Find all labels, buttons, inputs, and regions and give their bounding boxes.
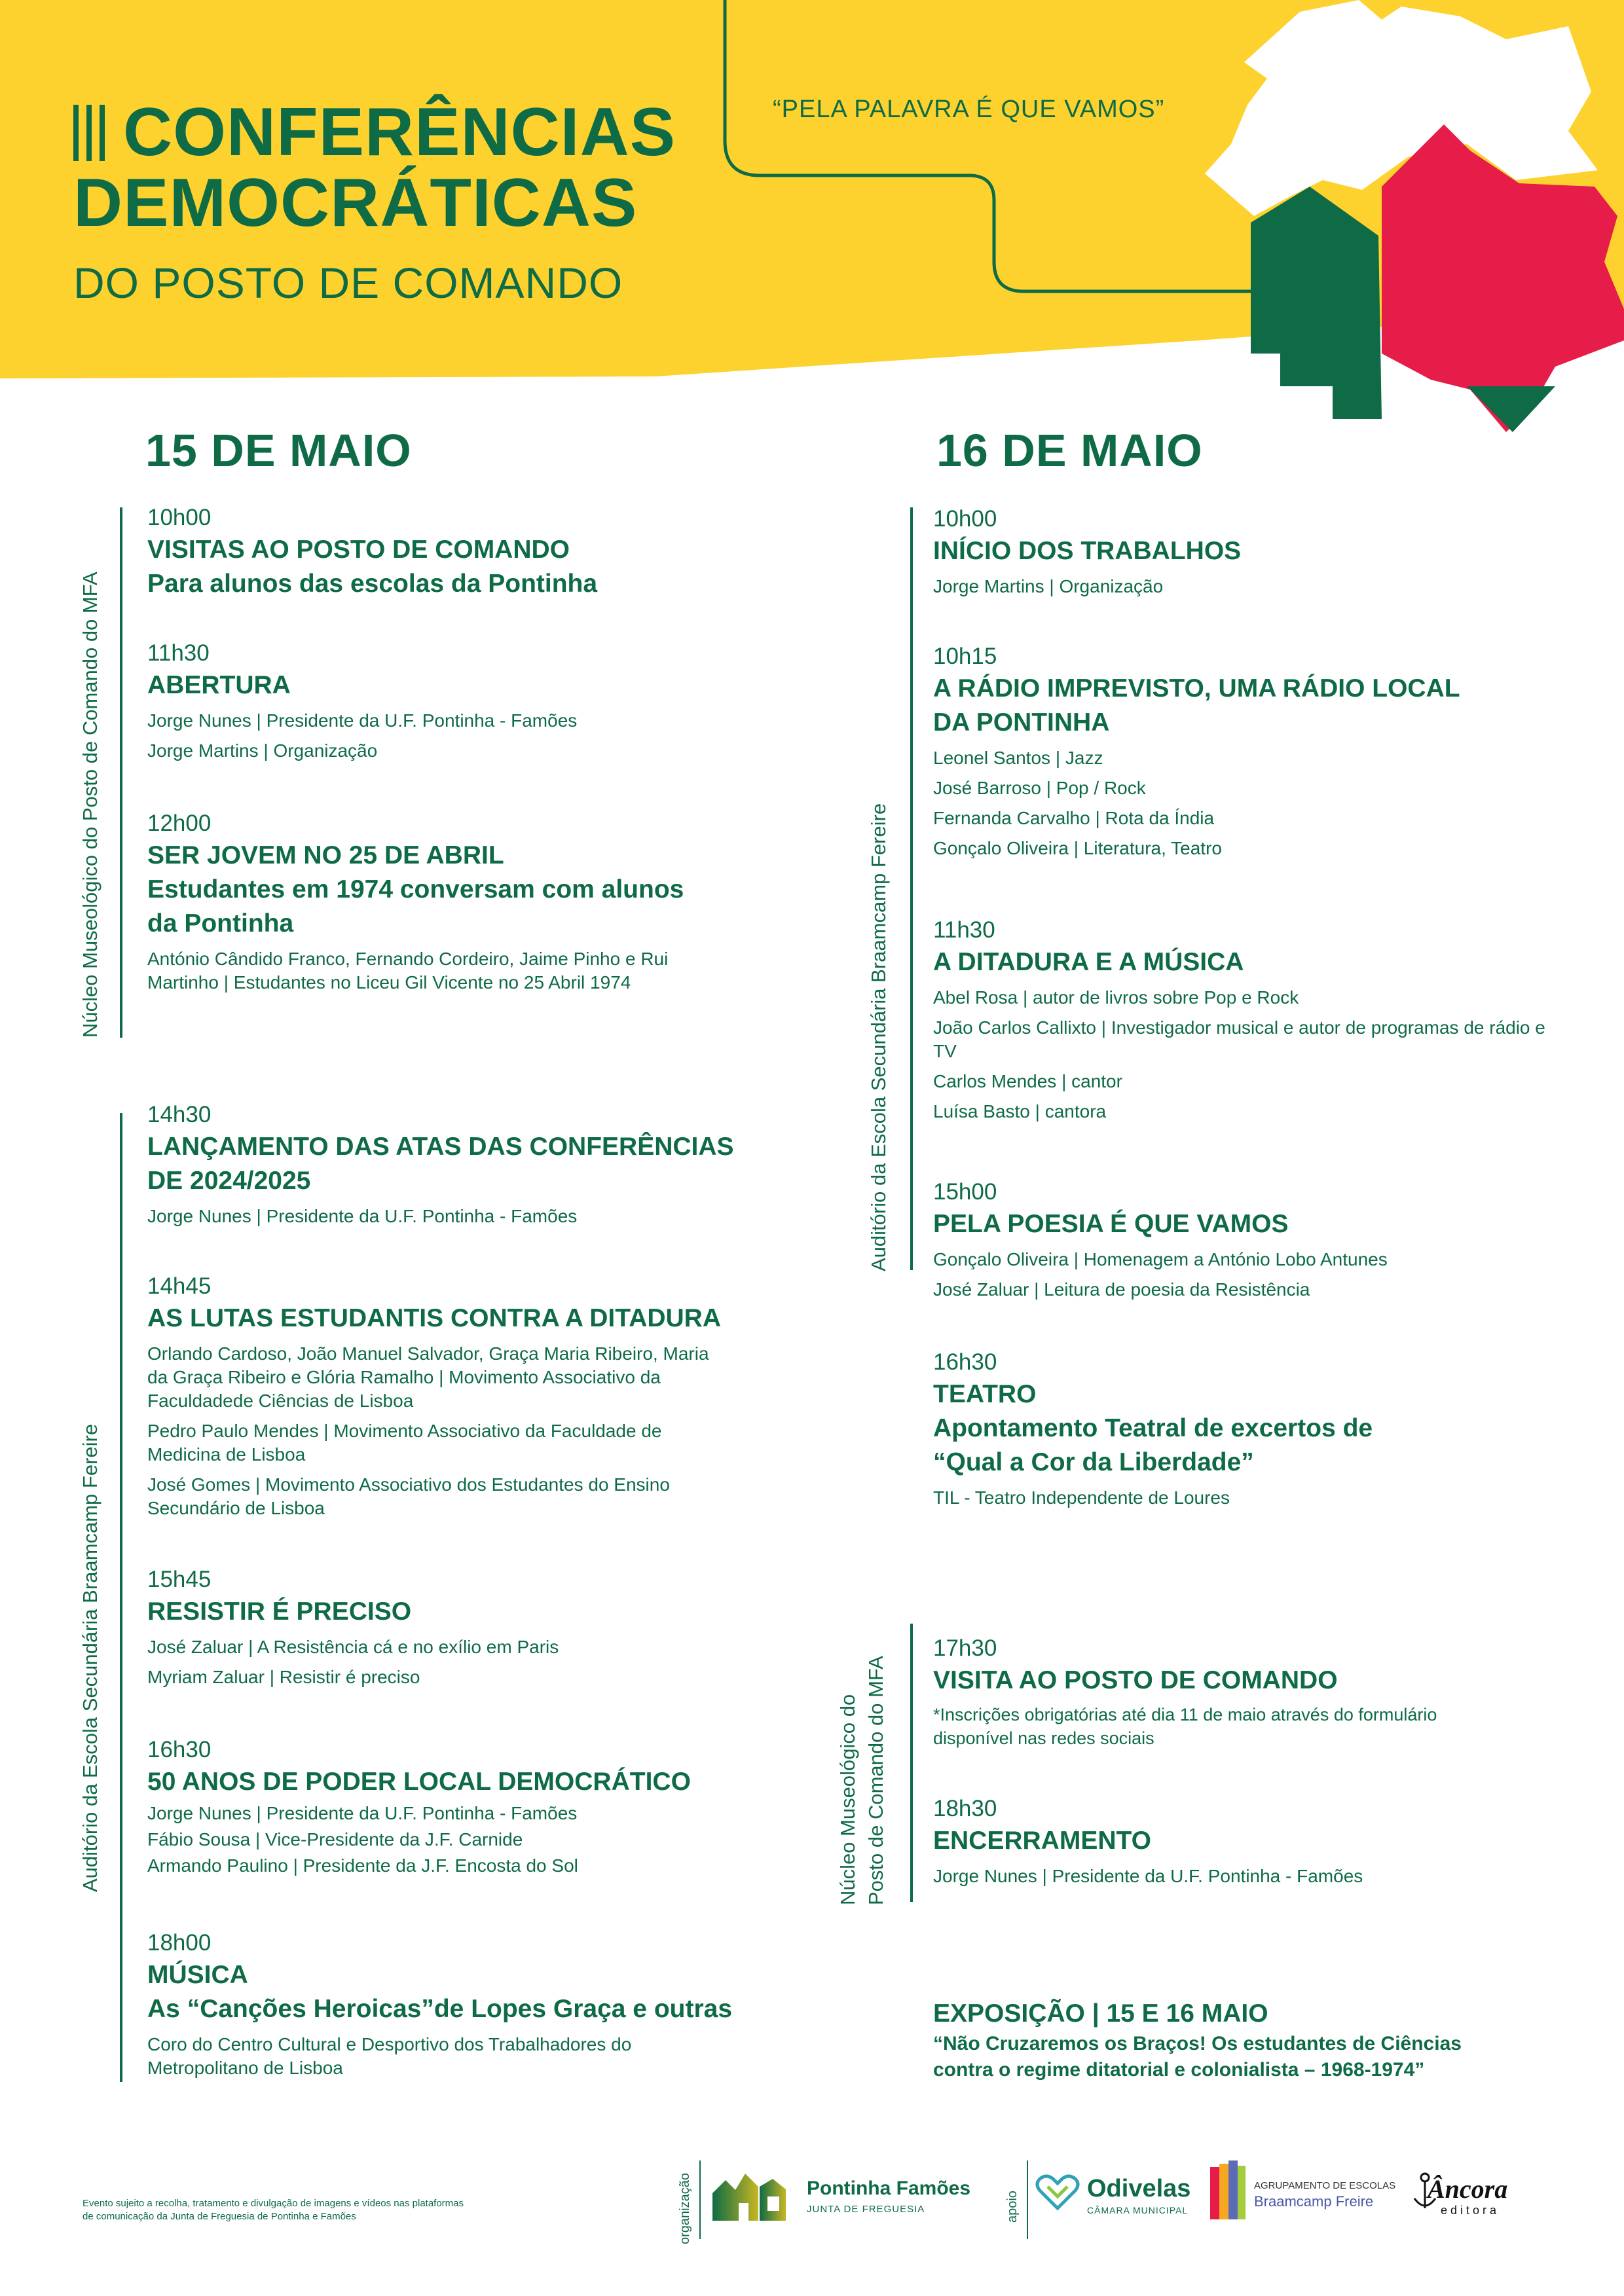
speaker: Luísa Basto | cantora — [933, 1101, 1107, 1121]
session-d2-1830 — [933, 1794, 1624, 1888]
speaker: José Barroso | Pop / Rock — [933, 778, 1146, 798]
ancora-logo-name: Âncora — [1428, 2174, 1508, 2204]
session-title: A DITADURA E A MÚSICA — [933, 948, 1244, 976]
session-subtitle: As “Canções Heroicas”de Lopes Graça e outras — [147, 1995, 733, 2023]
session-time: 14h45 — [147, 1273, 212, 1299]
title-line-2: DEMOCRÁTICAS — [73, 165, 638, 241]
session-title: VISITAS AO POSTO DE COMANDO — [147, 536, 570, 564]
day1-venue-afternoon: Auditório da Escola Secundária Braamcamp Fereire — [79, 1423, 101, 1892]
session-subtitle: Estudantes em 1974 conversam com alunos — [147, 875, 684, 903]
pontinha-logo-sub: JUNTA DE FREGUESIA — [807, 2204, 925, 2215]
speaker: Gonçalo Oliveira | Literatura, Teatro — [933, 838, 1222, 858]
speaker: Jorge Martins | Organização — [933, 576, 1164, 596]
session-title: RESISTIR É PRECISO — [147, 1597, 412, 1626]
speaker: Carlos Mendes | cantor — [933, 1071, 1122, 1091]
speaker: Jorge Nunes | Presidente da U.F. Pontinha - Famões — [147, 1803, 578, 1823]
day2-venue-line-end — [910, 1624, 913, 1902]
agrupamento-line-2: Braamcamp Freire — [1254, 2193, 1374, 2210]
session-d1-1000 — [147, 503, 841, 601]
ancora-logo-sub: editora — [1441, 2204, 1500, 2217]
session-d1-1630 — [147, 1735, 841, 1878]
day1-heading: 15 DE MAIO — [145, 425, 412, 476]
day1-venue-line-morning — [120, 507, 122, 1038]
session-title: 50 ANOS DE PODER LOCAL DEMOCRÁTICO — [147, 1768, 691, 1796]
session-time: 15h45 — [147, 1567, 212, 1592]
speaker: Jorge Martins | Organização — [147, 740, 378, 761]
speaker: Leonel Santos | Jazz — [933, 748, 1103, 768]
footer-disclaimer: Evento sujeito a recolha, tratamento e divulgação de imagens e vídeos nas plataformas de comunicação da Junta de Freguesia de Pontinha e Famões — [83, 2198, 464, 2222]
session-subtitle: Para alunos das escolas da Pontinha — [147, 570, 598, 598]
session-time: 10h15 — [933, 644, 997, 669]
day1-venue-morning: Núcleo Museológico do Posto de Comando do MFA — [79, 572, 101, 1038]
exhibition — [933, 1997, 1562, 2083]
session-title: TEATRO — [933, 1380, 1037, 1408]
support-divider — [1027, 2160, 1028, 2239]
session-title: ENCERRAMENTO — [933, 1827, 1151, 1855]
subtitle: DO POSTO DE COMANDO — [73, 259, 623, 307]
session-time: 17h30 — [933, 1635, 997, 1661]
session-d1-1200 — [147, 809, 737, 994]
speaker: Myriam Zaluar | Resistir é preciso — [147, 1667, 420, 1687]
speaker: Fábio Sousa | Vice-Presidente da J.F. Carnide — [147, 1829, 523, 1850]
session-title: LANÇAMENTO DAS ATAS DAS CONFERÊNCIAS — [147, 1133, 734, 1161]
speaker: Jorge Nunes | Presidente da U.F. Pontinha - Famões — [147, 1206, 578, 1226]
session-d2-1000 — [933, 504, 1624, 598]
edition-numeral — [73, 105, 113, 175]
motto: “PELA PALAVRA É QUE VAMOS” — [773, 96, 1165, 123]
exhibition-line-2: contra o regime ditatorial e colonialista – 1968-1974” — [933, 2059, 1425, 2081]
session-d2-1015 — [933, 642, 1624, 860]
odivelas-logo-name: Odivelas — [1087, 2175, 1191, 2202]
session-time: 15h00 — [933, 1179, 997, 1205]
day1-venue-line-afternoon — [120, 1113, 122, 2082]
speaker: João Carlos Callixto | Investigador musical e autor de programas de rádio e TV — [933, 1017, 1545, 1061]
speaker: Jorge Nunes | Presidente da U.F. Pontinha - Famões — [147, 710, 578, 731]
session-time: 18h30 — [933, 1796, 997, 1821]
support-label: apoio — [1005, 2191, 1020, 2223]
speaker: Coro do Centro Cultural e Desportivo dos Trabalhadores do Metropolitano de Lisboa — [147, 2034, 632, 2078]
speaker: Jorge Nunes | Presidente da U.F. Pontinha - Famões — [933, 1866, 1363, 1886]
org-divider — [699, 2160, 701, 2239]
session-time: 10h00 — [933, 506, 997, 532]
session-d1-1130 — [147, 638, 841, 763]
day2-venue-line-main — [910, 507, 913, 1270]
odivelas-heart-icon — [1035, 2172, 1080, 2212]
session-title: MÚSICA — [147, 1961, 248, 1989]
speaker: TIL - Teatro Independente de Loures — [933, 1487, 1230, 1508]
organization-label: organização — [678, 2173, 692, 2244]
speaker: Pedro Paulo Mendes | Movimento Associativo da Faculdade de Medicina de Lisboa — [147, 1421, 662, 1465]
day2-venue-end-1: Núcleo Museológico do — [836, 1694, 859, 1905]
session-subtitle: da Pontinha — [147, 909, 294, 938]
day2-venue-end-2: Posto de Comando do MFA — [864, 1656, 887, 1905]
speaker: Orlando Cardoso, João Manuel Salvador, Graça Maria Ribeiro, Maria da Graça Ribeiro e Glória Ramalho | Movimento Associativo da Faculdadede Ciências de Lisboa — [147, 1343, 709, 1411]
session-d1-1430 — [147, 1100, 841, 1228]
session-d1-1545 — [147, 1565, 841, 1689]
day2-venue-main: Auditório da Escola Secundária Braamcamp Fereire — [867, 803, 890, 1271]
session-d2-1630 — [933, 1347, 1624, 1510]
session-title: VISITA AO POSTO DE COMANDO — [933, 1666, 1338, 1694]
session-time: 10h00 — [147, 505, 212, 530]
speaker: António Cândido Franco, Fernando Cordeiro, Jaime Pinho e Rui Martinho | Estudantes no Liceu Gil Vicente no 25 Abril 1974 — [147, 949, 669, 993]
session-d2-1130 — [933, 915, 1562, 1123]
speaker: Gonçalo Oliveira | Homenagem a António Lobo Antunes — [933, 1249, 1388, 1269]
exhibition-title: EXPOSIÇÃO | 15 E 16 MAIO — [933, 1999, 1268, 2028]
session-time: 16h30 — [933, 1349, 997, 1375]
pontinha-famoes-logo-icon — [712, 2167, 798, 2221]
registration-note: *Inscrições obrigatórias até dia 11 de maio através do formulário disponível nas redes sociais — [933, 1705, 1437, 1748]
green-corner-shape — [1467, 386, 1555, 432]
session-title: PELA POESIA É QUE VAMOS — [933, 1210, 1289, 1238]
event-title — [73, 94, 676, 309]
session-title: INÍCIO DOS TRABALHOS — [933, 537, 1242, 565]
session-time: 16h30 — [147, 1737, 212, 1762]
session-title-cont: DA PONTINHA — [933, 708, 1110, 737]
speaker: Abel Rosa | autor de livros sobre Pop e Rock — [933, 987, 1299, 1008]
session-title-cont: DE 2024/2025 — [147, 1167, 311, 1195]
speaker: José Gomes | Movimento Associativo dos Estudantes do Ensino Secundário de Lisboa — [147, 1474, 670, 1518]
title-line-1: CONFERÊNCIAS — [123, 94, 676, 170]
speaker: Armando Paulino | Presidente da J.F. Encosta do Sol — [147, 1855, 578, 1876]
session-d1-1800 — [147, 1928, 737, 2080]
session-title: A RÁDIO IMPREVISTO, UMA RÁDIO LOCAL — [933, 674, 1460, 702]
pontinha-logo-name: Pontinha Famões — [807, 2178, 971, 2199]
session-title: AS LUTAS ESTUDANTIS CONTRA A DITADURA — [147, 1304, 722, 1332]
odivelas-logo-sub: CÂMARA MUNICIPAL — [1087, 2205, 1189, 2215]
session-title: SER JOVEM NO 25 DE ABRIL — [147, 841, 504, 869]
session-d2-1730 — [933, 1633, 1457, 1750]
agrupamento-line-1: AGRUPAMENTO DE ESCOLAS — [1254, 2180, 1396, 2191]
session-title: ABERTURA — [147, 671, 291, 699]
session-d1-1445 — [147, 1271, 724, 1520]
day2-heading: 16 DE MAIO — [936, 425, 1203, 476]
session-time: 11h30 — [147, 640, 210, 666]
session-time: 18h00 — [147, 1930, 212, 1956]
speaker: José Zaluar | A Resistência cá e no exílio em Paris — [147, 1637, 559, 1657]
session-time: 12h00 — [147, 811, 212, 836]
session-d2-1500 — [933, 1177, 1624, 1302]
speaker: José Zaluar | Leitura de poesia da Resistência — [933, 1279, 1310, 1300]
session-subtitle: “Qual a Cor da Liberdade” — [933, 1448, 1254, 1476]
exhibition-line-1: “Não Cruzaremos os Braços! Os estudantes de Ciências — [933, 2033, 1462, 2054]
agrupamento-books-icon — [1210, 2160, 1249, 2223]
session-time: 11h30 — [933, 917, 995, 943]
speaker: Fernanda Carvalho | Rota da Índia — [933, 808, 1215, 828]
session-subtitle: Apontamento Teatral de excertos de — [933, 1414, 1373, 1442]
session-time: 14h30 — [147, 1102, 212, 1127]
